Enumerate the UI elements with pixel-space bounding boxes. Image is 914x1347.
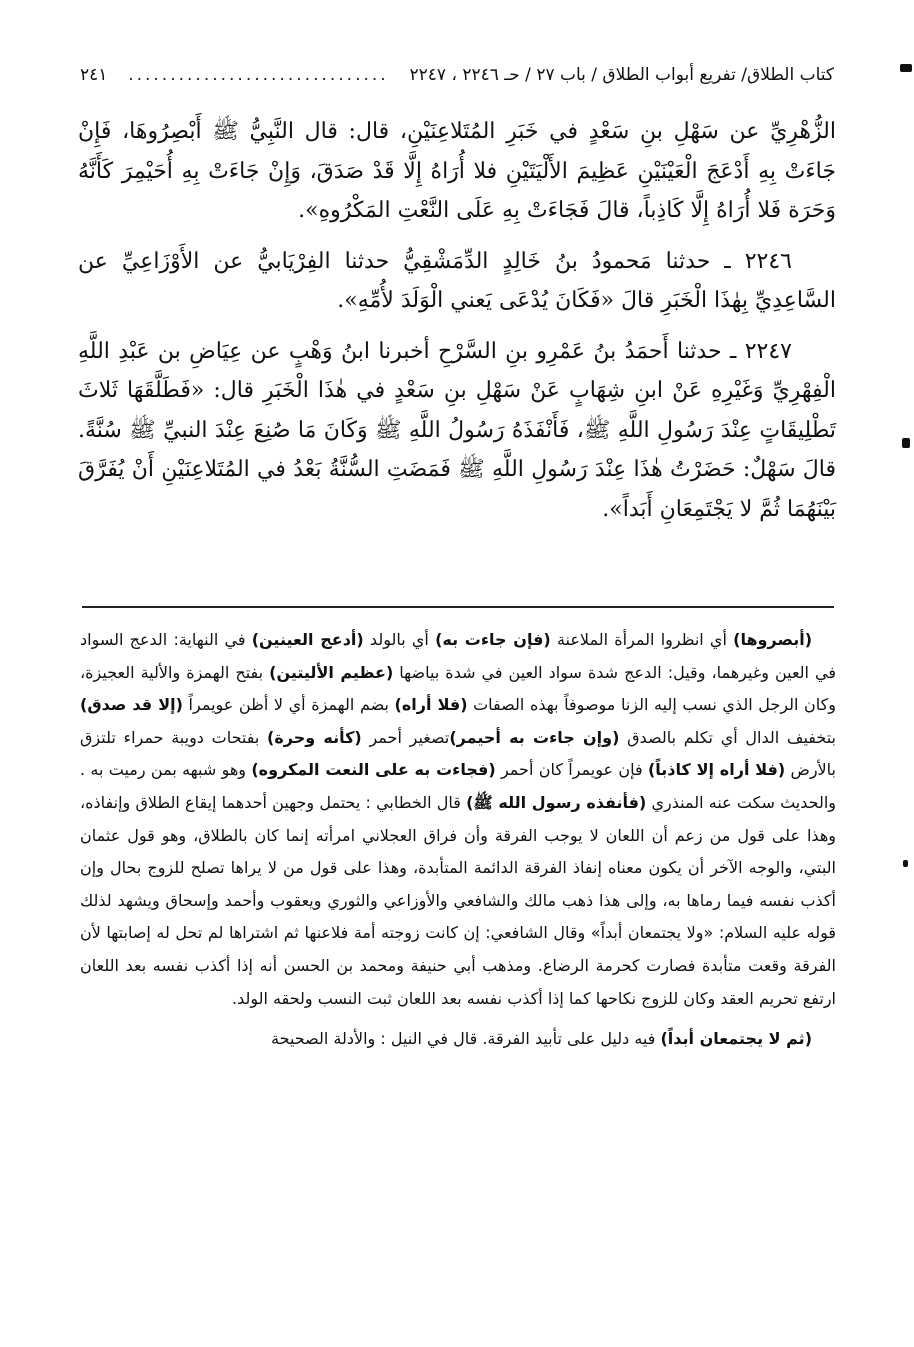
gloss-term: (إلا قد صدق) (80, 695, 183, 715)
commentary-paragraph (80, 1023, 836, 1056)
leader-dots: ............................... (128, 65, 389, 85)
commentary-paragraph (80, 624, 836, 1015)
gloss-text: بفتح الهمزة والألية العجيزة، وكان الرجل الذي نسب إليه الزنا موصوفاً بهذه الصفات (80, 662, 837, 715)
hadith-continuation: الزُّهْرِيِّ عن سَهْلِ بنِ سَعْدٍ في خَبَرِ المُتَلاعِنَيْنِ، قال: قال النَّبِيُّ ﷺ أَبْصِرُوهَا، فَإِنْ جَاءَتْ بِهِ أَدْعَجَ الْعَيْنَيْنِ عَظِيمَ الأَلْيَتَيْنِ فلا أُرَاهُ إِلَّا قَدْ صَدَقَ، وَإِنْ جَاءَتْ بِهِ أُحَيْمِرَ كَأَنَّهُ وَحَرَة فَلا أُرَاهُ إِلَّا كَاذِباً، قالَ فَجَاءَتْ بِهِ عَلَى النَّعْتِ المَكْرُوهِ». (78, 119, 836, 223)
gloss-term: (فلا أراه) (394, 695, 468, 715)
gloss-text: بتخفيف الدال أي تكلم بالصدق (619, 727, 837, 747)
gloss-text: تصغير أحمر (361, 727, 450, 747)
gloss-text: بفتحات دويبة حمراء تلتزق بالأرض (80, 727, 837, 780)
hadith-text (78, 112, 836, 540)
gloss-term: (فإن جاءت به) (435, 630, 551, 649)
page-number: ٢٤١ (80, 65, 108, 85)
footnote-separator (82, 606, 834, 608)
gloss-text: أي بالولد (363, 630, 436, 649)
gloss-text: فإن عويمراً كان أحمر (495, 760, 648, 780)
running-header (80, 58, 834, 92)
commentary (80, 624, 836, 1064)
page-edge-mark-lower (903, 860, 908, 867)
gloss-term: (أبصروها) (733, 630, 813, 649)
gloss-term: (عظيم الأليتين) (269, 662, 394, 682)
gloss-term: (أدعج العينين) (251, 630, 364, 649)
hadith-2246: ٢٢٤٦ ـ حدثنا مَحمودُ بنُ خَالِدٍ الدِّمَشْقِيُّ حدثنا الفِرْيَابيُّ عن الأَوْزَاعِيِّ عن السَّاعِدِيِّ بِهٰذَا الْخَبَرِ قالَ «فَكَانَ يُدْعَى يَعني الْوَلَدَ لأُمِّهِ». (78, 248, 836, 313)
gloss-text: فيه دليل على تأبيد الفرقة. قال في النيل : والأدلة الصحيحة (271, 1029, 661, 1049)
page-edge-mark-middle (902, 438, 910, 448)
gloss-term: (فأنفذه رسول الله ﷺ) (466, 792, 647, 812)
gloss-term: (وإن جاءت به أحيمر) (449, 727, 620, 747)
gloss-term: (فجاءت به على النعت المكروه) (251, 760, 496, 780)
running-title: كتاب الطلاق/ تفريع أبواب الطلاق / باب ٢٧ / حـ ٢٢٤٦ ، ٢٢٤٧ (409, 65, 834, 85)
gloss-term: (كأنه وحرة) (267, 727, 362, 747)
gloss-term: (فلا أراه إلا كاذباً) (647, 760, 786, 780)
gloss-term: (ثم لا يجتمعان أبداً) (660, 1029, 812, 1049)
gloss-text: أي انظروا المرأة الملاعنة (550, 630, 734, 649)
gloss-text: وهو شبهه بمن رميت به . والحديث سكت عنه المنذري (80, 760, 837, 812)
hadith-2247: ٢٢٤٧ ـ حدثنا أَحمَدُ بنُ عَمْرِو بنِ السَّرْحِ أخبرنا ابنُ وَهْبٍ عن عِيَاضِ بن عَبْدِ اللَّهِ الْفِهْرِيِّ وَغَيْرِهِ عَنْ ابنِ شِهَابٍ عَنْ سَهْلِ بنِ سَعْدٍ في هٰذَا الْخَبَرِ قال: «فَطَلَّقَهَا ثَلاثَ تَطْلِيقَاتٍ عِنْدَ رَسُولِ اللَّهِ ﷺ، فَأَنْفَذَهُ رَسُولُ اللَّهِ ﷺ وَكَانَ مَا صُنِعَ عِنْدَ النبيِّ ﷺ سُنَّةً. قالَ سَهْلٌ: حَضَرْتُ هٰذَا عِنْدَ رَسُولِ اللَّهِ ﷺ فَمَضَتِ السُّنَّةُ بَعْدُ في المُتَلاعِنَيْنِ أَنْ يُفَرَّقَ بَيْنَهُمَا ثُمَّ لا يَجْتَمِعَانِ أَبَداً». (78, 338, 836, 522)
gloss-text: في النهاية: الدعج السواد في العين وغيرهما، وقيل: الدعج شدة سواد العين في شدة بياضها (80, 630, 837, 682)
page-edge-mark-top (900, 64, 912, 72)
gloss-text: بضم الهمزة أي لا أظن عويمراً (182, 695, 395, 715)
gloss-text: قال الخطابي : يحتمل وجهين أحدهما إيقاع الطلاق وإنفاذه، وهذا على قول من زعم أن اللعان لا يوجب الفرقة وأن فراق العجلاني امرأته إنما كان بالطلاق، وهو قول عثمان البتي، والوجه الآخر أن يكون معناه إنفاذ الفرقة الدائمة المتأبدة، وهذا على قول من لا يراها تصلح للزوج بحال وإن أكذب نفسه فيما رماها به، وإلى هذا ذهب مالك والشافعي والأوزاعي والثوري ويعقوب وأحمد وإسحاق ويشهد لذلك قوله عليه السلام: «ولا يجتمعان أبداً» وقال الشافعي: إن كانت زوجته أمة فلاعنها ثم اشتراها لم تحل له إصابتها لأن الفرقة وقعت متأبدة فصارت كحرمة الرضاع. ومذهب أبي حنيفة ومحمد بن الحسن أنه إذا أكذب نفسه بعد اللعان ارتفع تحريم العقد وكان للزوج نكاحها كما إذا أكذب نفسه بعد اللعان ثبت النسب ولحقه الولد. (80, 792, 836, 1008)
